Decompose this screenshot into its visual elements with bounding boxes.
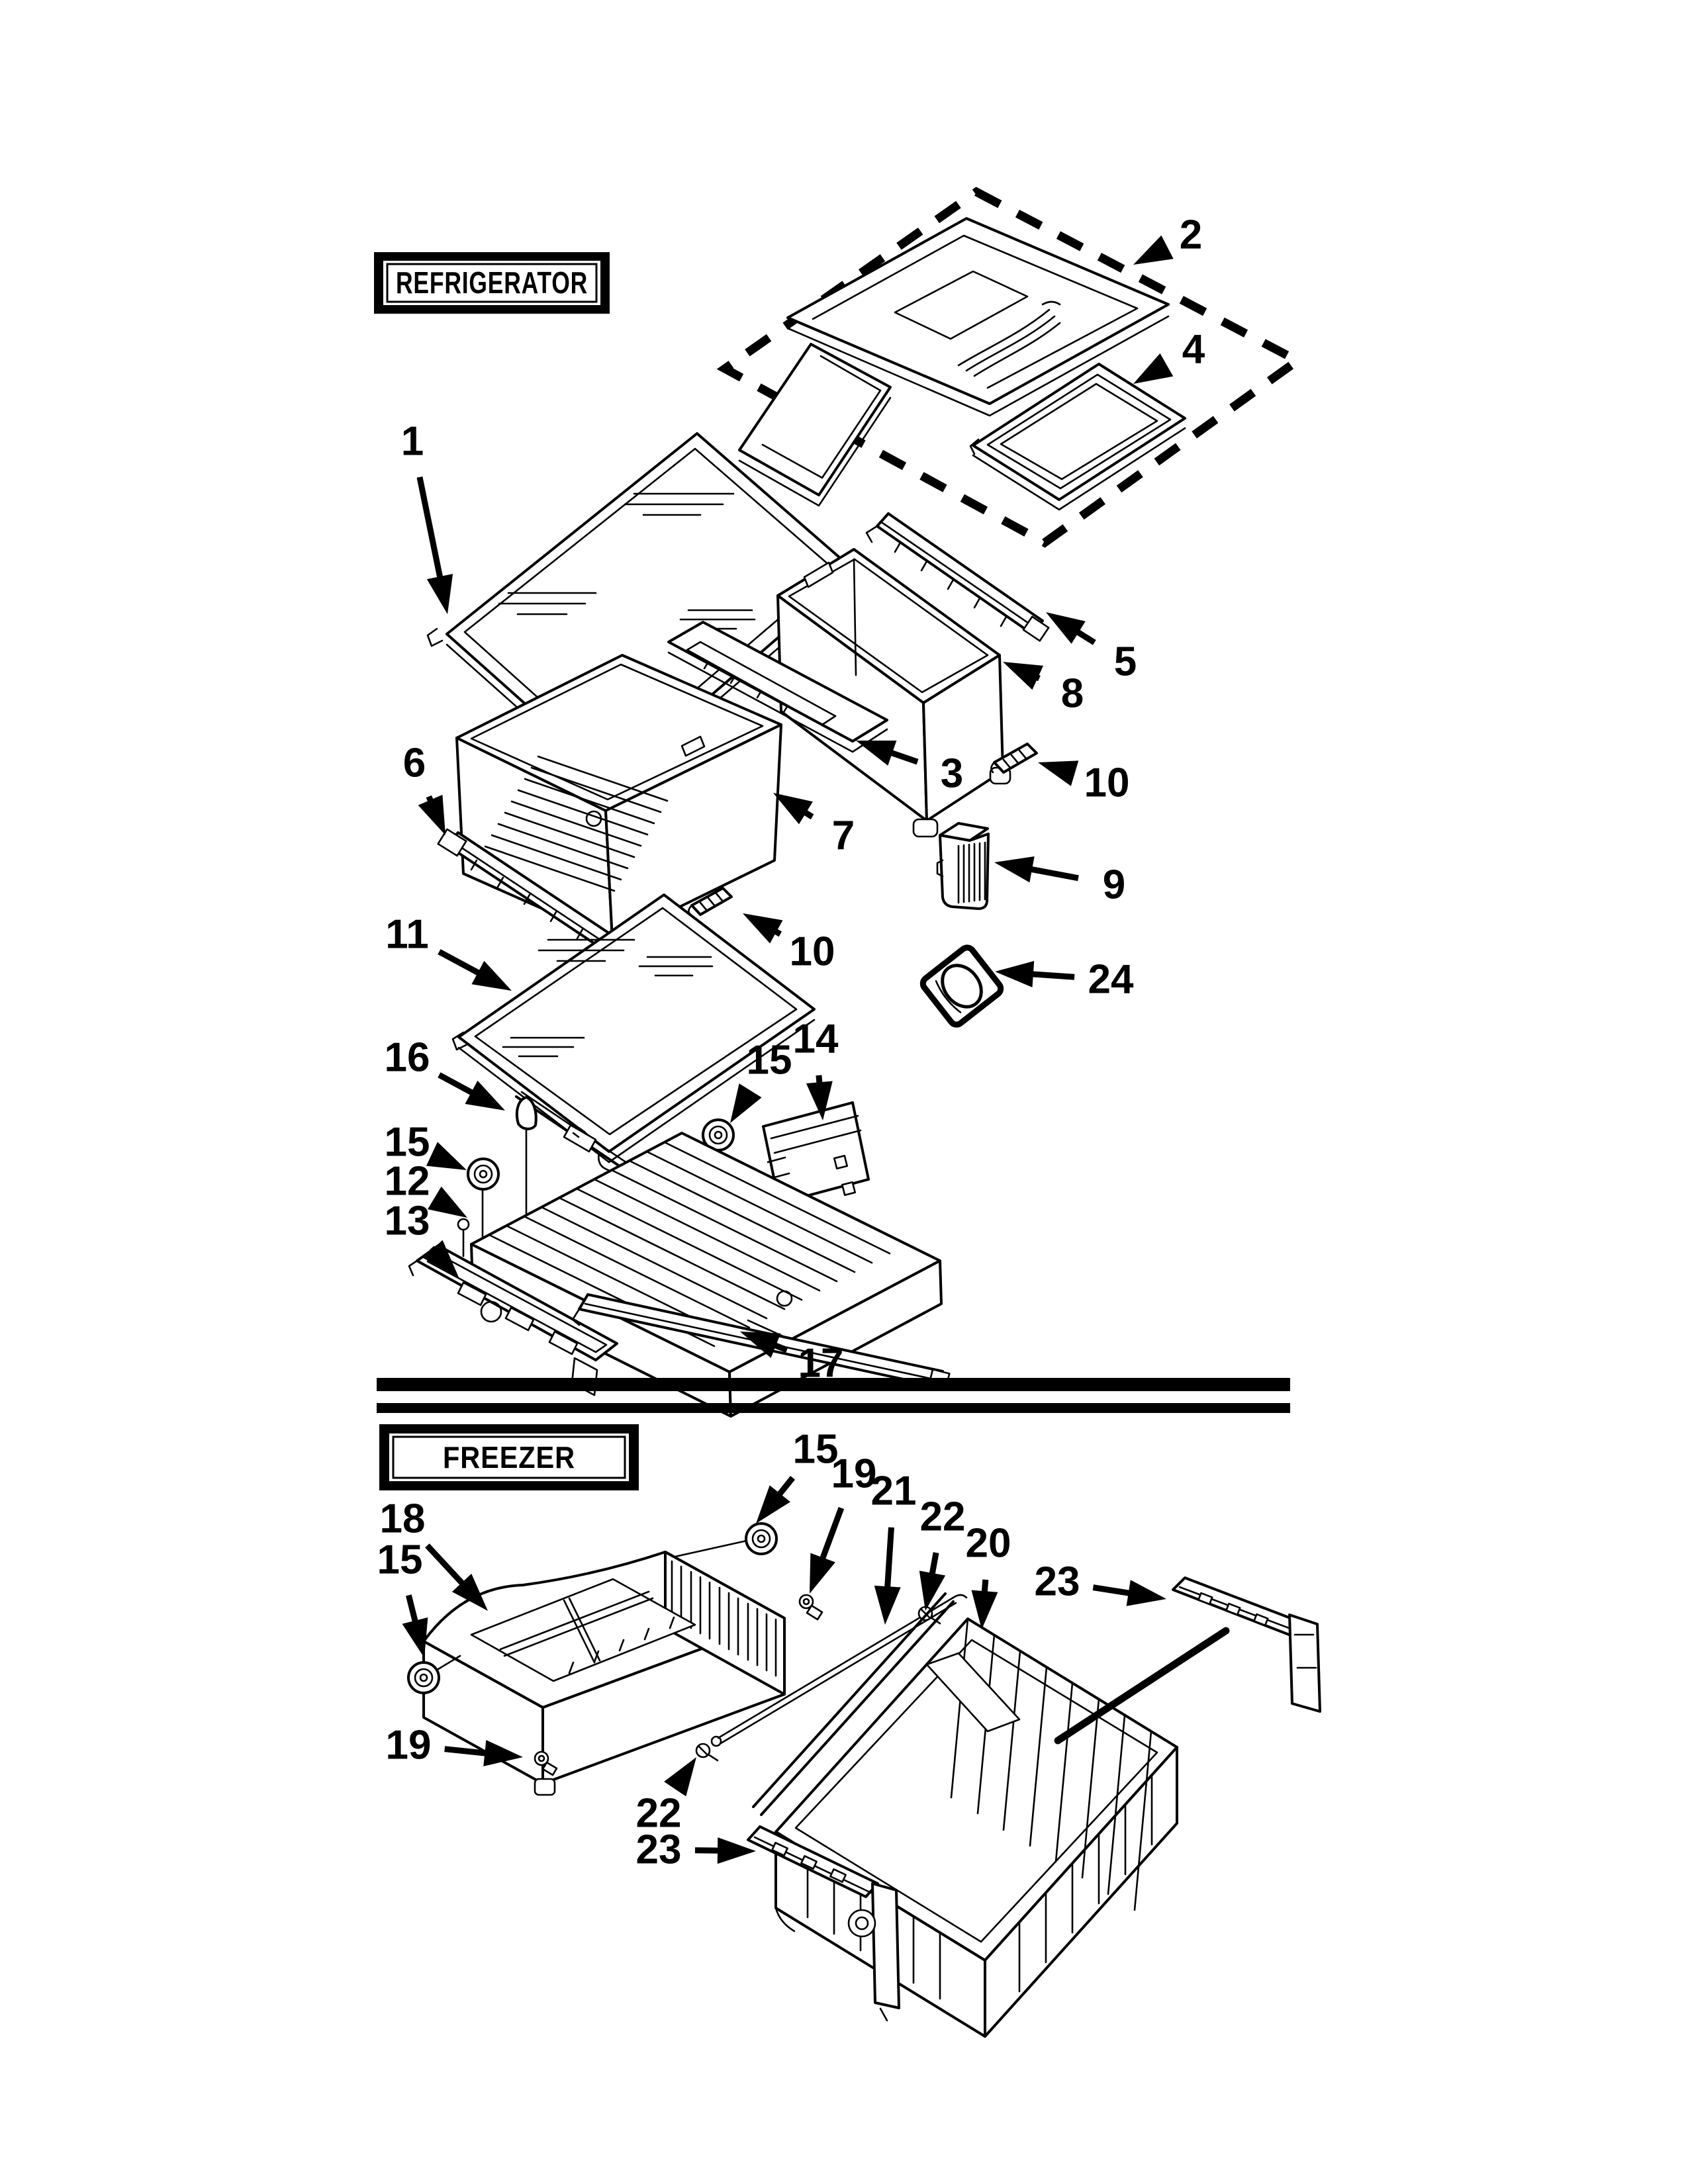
part-11-glass-shelf (453, 895, 814, 1170)
part-20-lower-basket (753, 1594, 1177, 2036)
callout-number: 13 (384, 1198, 430, 1244)
callout-number: 20 (965, 1520, 1011, 1567)
callout-19-axle-pin-right (810, 1451, 876, 1594)
callout-number: 3 (940, 751, 964, 797)
callout-number: 19 (385, 1722, 432, 1768)
callout-arrow-head (428, 1187, 467, 1218)
callout-arrow-head (427, 574, 453, 614)
callout-arrow-shaft (427, 1545, 464, 1586)
callout-number: 8 (1060, 670, 1084, 717)
part-9-air-diffuser (937, 823, 988, 909)
callout-arrow-head (773, 793, 813, 824)
callout-arrow-head (1046, 612, 1086, 644)
callout-arrow-head (1127, 1580, 1166, 1606)
part-15-roller-freezer-right (746, 1524, 776, 1554)
callout-number: 11 (385, 911, 429, 958)
callout-number: 9 (1102, 862, 1126, 908)
crisper-pan (471, 1133, 941, 1416)
part-23-slide-right (1058, 1578, 1320, 1741)
part-24-lamp-lens (920, 945, 1003, 1027)
divider-bar-bottom (377, 1403, 1290, 1413)
callout-22-screw-lower (636, 1757, 696, 1837)
callout-arrow-shaft (439, 952, 481, 974)
callout-arrow-head (730, 1083, 762, 1123)
callout-arrow-head (810, 1553, 835, 1594)
part-18-upper-drawer (424, 1541, 784, 1795)
callout-23-slide-assembly-left (636, 1827, 756, 1873)
callout-5-mounting-rail-right (1046, 612, 1137, 685)
part-15-roller-freezer-left (408, 1662, 439, 1693)
callout-number: 19 (831, 1451, 877, 1497)
callout-arrow-head (1133, 236, 1174, 265)
callout-arrow-head (402, 1617, 428, 1658)
callout-number: 2 (1179, 212, 1203, 258)
callout-number: 16 (384, 1034, 430, 1081)
callout-arrow-head (743, 913, 782, 944)
callout-arrow-shaft (1093, 1588, 1132, 1594)
callout-number: 4 (1182, 326, 1205, 373)
part-7-crisper-drawer (457, 655, 781, 949)
callout-number: 22 (635, 1790, 682, 1837)
callout-number: 15 (792, 1426, 839, 1473)
callout-arrow-shaft (821, 1508, 841, 1562)
callout-21-connecting-rod (871, 1469, 917, 1625)
callout-15-roller-freezer-left (377, 1537, 428, 1659)
refrigerator-title: REFRIGERATOR (396, 265, 588, 300)
callout-number: 24 (1088, 956, 1134, 1003)
callout-arrow-head (874, 1586, 901, 1625)
freezer-section-label (379, 1424, 639, 1490)
callout-8-storage-bin (1003, 662, 1084, 717)
callout-arrow-head (426, 1142, 467, 1170)
callout-arrow-shaft (439, 1075, 475, 1094)
part-19-pin-right (800, 1595, 822, 1619)
callout-number: 14 (792, 1016, 839, 1062)
callout-1-glass-shelf-upper (401, 419, 453, 615)
part-12-shaft (458, 1219, 469, 1256)
callout-number: 23 (635, 1827, 682, 1873)
freezer-section (379, 1424, 1320, 2036)
callout-arrow-shaft (1028, 869, 1078, 878)
callout-arrow-head (1133, 353, 1173, 384)
callout-arrow-head (418, 795, 445, 835)
callout-20-freezer-lower-basket (966, 1521, 1011, 1630)
callout-number: 18 (379, 1496, 426, 1542)
callout-number: 6 (402, 740, 426, 786)
callout-10-retainer-clip-a (1038, 760, 1129, 806)
callout-arrow-head (471, 961, 512, 991)
freezer-title: FREEZER (443, 1440, 575, 1475)
callout-arrow-head (1038, 760, 1078, 786)
callout-number: 15 (746, 1037, 792, 1083)
callout-number: 10 (1084, 760, 1130, 806)
refrigerator-section-label (374, 252, 610, 314)
callout-number: 7 (831, 813, 855, 859)
callout-arrow-head (994, 856, 1035, 882)
callout-2-shelf-frame-assembly (1133, 212, 1202, 265)
callout-arrow-head (465, 1081, 505, 1111)
callout-number: 22 (919, 1494, 966, 1540)
callout-number: 15 (377, 1537, 423, 1583)
callout-4-pan-insert (1133, 327, 1205, 385)
callout-number: 23 (1034, 1559, 1080, 1605)
callout-number: 1 (400, 418, 424, 465)
callout-6-slide-rail-left (403, 741, 445, 836)
callout-arrow-shaft (408, 1595, 416, 1624)
callout-number: 21 (870, 1468, 917, 1514)
callout-arrow-shaft (1029, 974, 1074, 978)
callout-24-lamp-lens (995, 957, 1134, 1003)
callout-number: 15 (384, 1119, 430, 1165)
callout-number: 12 (384, 1158, 430, 1205)
callout-15-roller-freezer-right (756, 1427, 838, 1524)
callout-11-glass-shelf-lower (385, 912, 512, 991)
callout-arrow-head (1003, 662, 1043, 690)
callout-23-slide-assembly-right (1035, 1559, 1166, 1606)
callout-arrow-shaft (695, 1850, 722, 1851)
callout-number: 10 (789, 929, 835, 975)
callout-22-screw-upper (919, 1494, 966, 1612)
callout-number: 17 (798, 1340, 844, 1387)
callout-14-support-bracket-right (793, 1017, 839, 1121)
callout-9-air-diffuser (994, 856, 1125, 907)
callout-number: 5 (1113, 639, 1137, 685)
callout-arrow-shaft (887, 1527, 891, 1590)
callout-arrow-shaft (420, 477, 441, 580)
callout-7-crisper-drawer (773, 793, 855, 859)
